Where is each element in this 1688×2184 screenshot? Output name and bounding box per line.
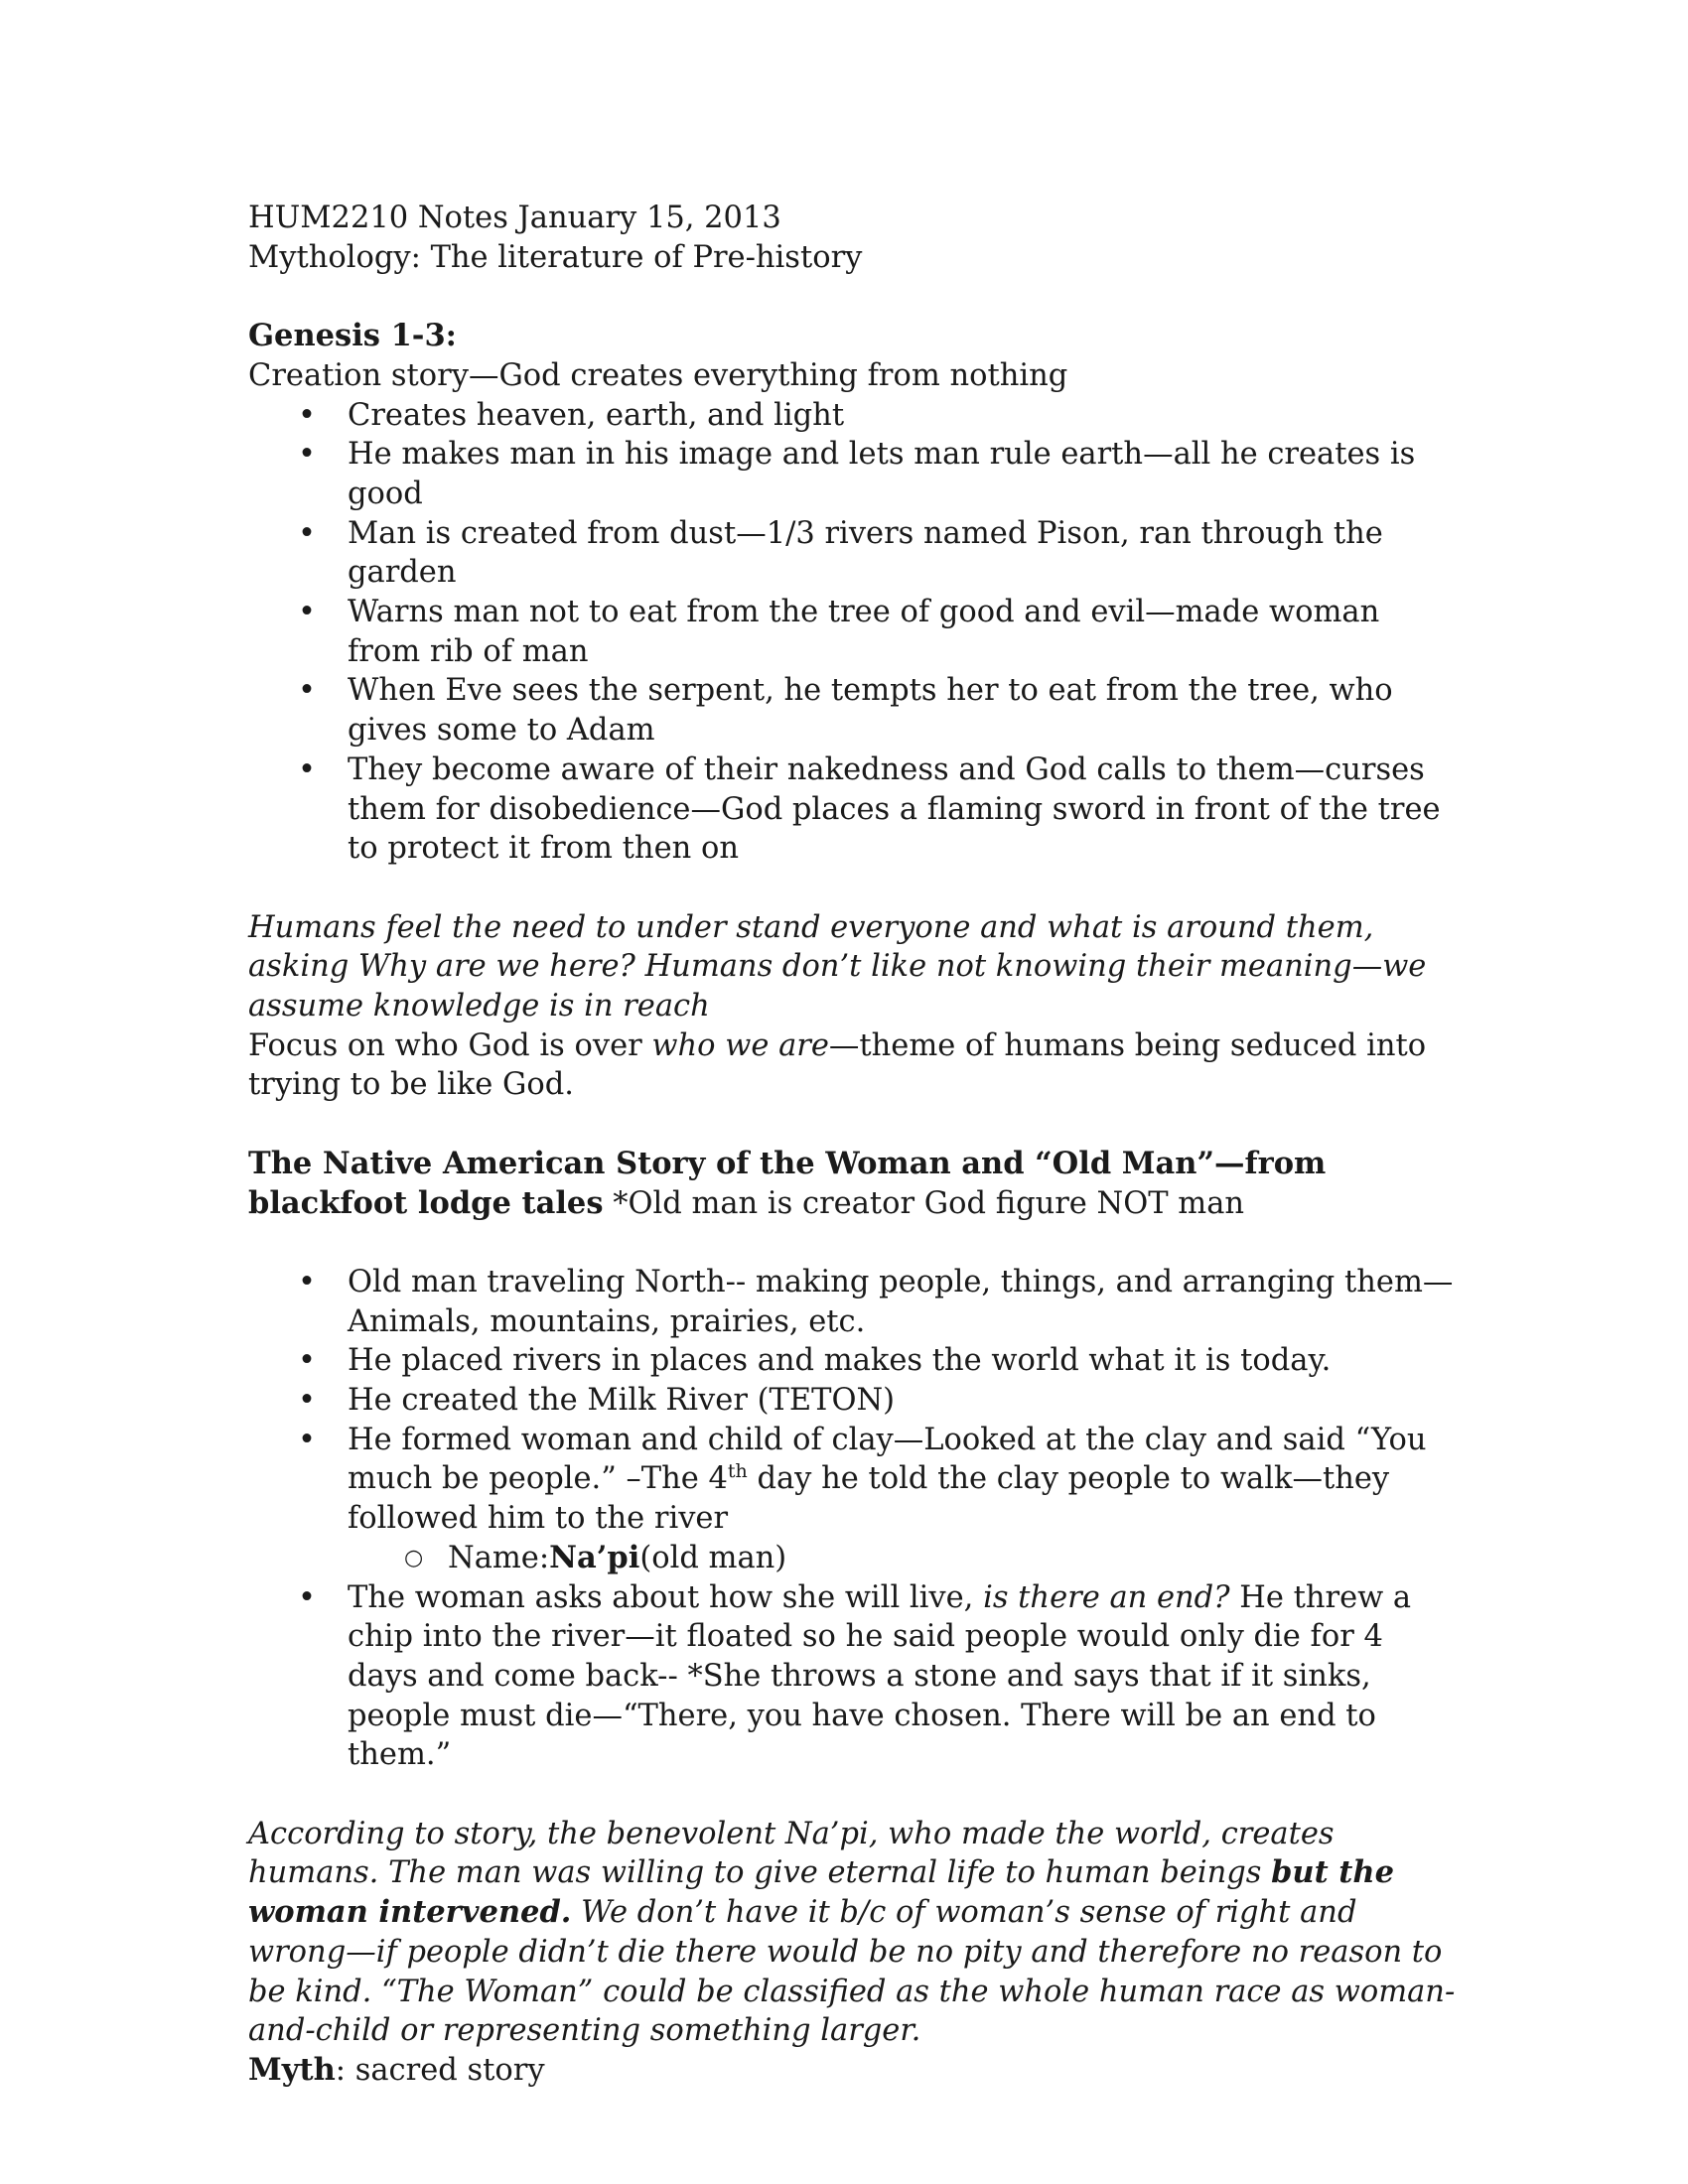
ordinal-suffix: th [727,1460,748,1483]
list-item: • Man is created from dust—1/3 rivers named Pison, ran through the garden [348,514,1460,593]
notes-page [248,199,1460,2091]
clay-text-2: day he told the clay people to walk—they followed him to the river [348,1461,1390,1537]
woman-text-1: The woman asks about how she will live, [348,1579,984,1615]
genesis-bullet-list [248,396,1460,869]
name-label: Name: [448,1540,550,1575]
subtitle: Mythology: The literature of Pre-history [248,239,863,275]
native-heading: The Native American Story of the Woman and “Old Man”—from blackfoot lodge tales [248,1145,1327,1221]
myth-term: Myth [248,2051,336,2088]
clay-text-1: He formed woman and child of clay—Looked at the clay and said “You much be people.” –The 4 [348,1422,1427,1497]
spacer [248,277,1460,317]
native-heading-note: *Old man is creator God figure NOT man [603,1185,1245,1221]
list-item: • They become aware of their nakedness and God calls to them—curses them for disobedience—God places a flaming sword in front of the tree to protect it from then on [348,751,1460,869]
native-bullet-list [248,1263,1460,1775]
myth-definition-line [248,2051,1460,2091]
spacer [248,1105,1460,1145]
genesis-heading: Genesis 1-3: [248,318,457,354]
course-line: HUM2210 Notes January 15, 2013 [248,201,781,235]
summary-text-1: According to story, the benevolent Na’pi, who made the world, creates humans. The man was willing to give eternal life to human beings [248,1816,1335,1891]
list-item: • Creates heaven, earth, and light [348,396,1460,436]
genesis-intro: Creation story—God creates everything from nothing [248,357,1068,393]
native-summary [248,1815,1460,2051]
name-sublist [348,1539,1460,1578]
list-item: • He placed rivers in places and makes the world what it is today. [348,1341,1460,1381]
focus-prefix: Focus on who God is over [248,1027,652,1063]
spacer [248,869,1460,908]
spacer [248,1775,1460,1815]
napi-name: Na’pi [549,1539,640,1575]
myth-definition: : sacred story [335,2052,545,2088]
list-item: • Warns man not to eat from the tree of good and evil—made woman from rib of man [348,593,1460,671]
napi-paren: (old man) [639,1540,787,1575]
woman-text-2: He threw a chip into the river—it floated so he said people would only die for 4 days and come back-- *She throws a stone and says that if it sinks, people must die—“There, you have chosen. There will be an end to them.” [348,1579,1412,1773]
summary-emphasis: but the woman intervened. [248,1854,1394,1931]
list-item: • Old man traveling North-- making people, things, and arranging them— Animals, mountains, prairies, etc. [348,1263,1460,1341]
genesis-reflection: Humans feel the need to under stand everyone and what is around them, asking Why are we here? Humans don’t like not knowing their meaning—we assume knowledge is in reach [248,909,1427,1024]
sub-list-item [448,1539,1460,1578]
list-item: • He created the Milk River (TETON) [348,1381,1460,1421]
list-item: • He makes man in his image and lets man rule earth—all he creates is good [348,435,1460,513]
list-item: • When Eve sees the serpent, he tempts her to eat from the tree, who gives some to Adam [348,671,1460,750]
summary-text-2: We don’t have it b/c of woman’s sense of right and wrong—if people didn’t die there would be no pity and therefore no reason to be kind. “The Woman” could be classified as the whole human race as woman-and-child or representing something larger. [248,1895,1456,2049]
native-heading-line [248,1145,1460,1223]
woman-question: is there an end? [983,1579,1230,1615]
list-item [348,1421,1460,1578]
genesis-focus [248,1026,1460,1105]
spacer [248,1223,1460,1263]
focus-suffix: —theme of humans being seduced into trying to be like God. [248,1027,1427,1103]
focus-italic: who we are [651,1027,829,1063]
list-item [348,1578,1460,1776]
